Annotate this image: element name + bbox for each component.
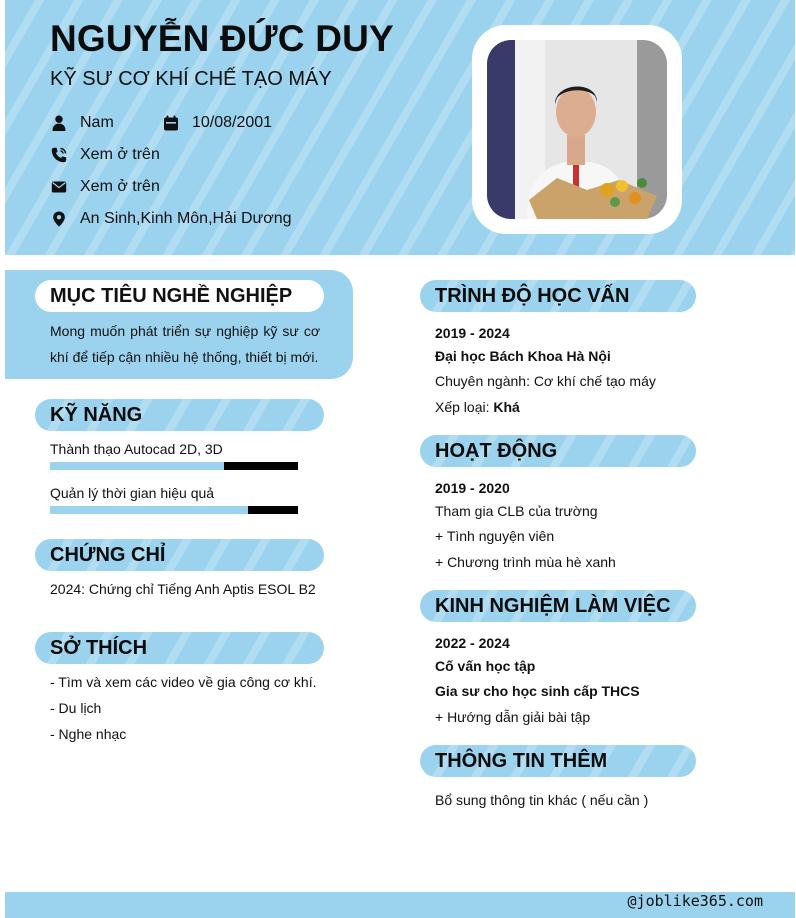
gender-value: Nam: [80, 114, 114, 131]
experience-role: Gia sư cho học sinh cấp THCS: [435, 683, 640, 699]
hobby-item: - Tìm và xem các video về gia công cơ khí.: [50, 674, 317, 690]
skill-level-bar: [50, 506, 298, 514]
footer-bar: [5, 892, 795, 918]
email-value: Xem ở trên: [80, 178, 160, 195]
job-title: KỸ SƯ CƠ KHÍ CHẾ TẠO MÁY: [50, 68, 332, 90]
profile-photo-frame: [472, 25, 682, 234]
skill-label: Thành thạo Autocad 2D, 3D: [50, 441, 223, 457]
phone-value: Xem ở trên: [80, 146, 160, 163]
activities-period: 2019 - 2020: [435, 480, 510, 496]
extra-info-heading: THÔNG TIN THÊM: [420, 745, 696, 777]
certificates-heading: CHỨNG CHỈ: [35, 539, 324, 571]
skills-heading: KỸ NĂNG: [35, 399, 324, 431]
experience-role: Cố vấn học tập: [435, 658, 536, 674]
education-rank: [435, 399, 520, 415]
education-school: Đại học Bách Khoa Hà Nội: [435, 348, 611, 364]
skill-level-fill: [50, 506, 248, 514]
career-goal-heading: MỤC TIÊU NGHỀ NGHIỆP: [35, 280, 324, 312]
watermark-text: @joblike365.com: [627, 892, 763, 910]
education-rank-value: Khá: [493, 399, 520, 415]
calendar-icon: [162, 114, 180, 132]
address-row: [50, 210, 292, 228]
user-icon: [50, 114, 68, 132]
location-pin-icon: [50, 210, 68, 228]
career-goal-box: [5, 270, 353, 379]
activity-line: Tham gia CLB của trường: [435, 503, 598, 519]
phone-row: [50, 146, 160, 164]
extra-info-text: Bổ sung thông tin khác ( nếu cần ): [435, 792, 649, 808]
skill-label: Quản lý thời gian hiệu quả: [50, 485, 215, 501]
experience-heading: KINH NGHIỆM LÀM VIỆC: [420, 590, 696, 622]
hobbies-heading: SỞ THÍCH: [35, 632, 324, 664]
activity-line: + Chương trình mùa hè xanh: [435, 554, 616, 570]
activity-line: + Tình nguyện viên: [435, 528, 555, 544]
birthdate-value: 10/08/2001: [192, 114, 273, 131]
cv-header: [5, 0, 795, 255]
certificate-item: 2024: Chứng chỉ Tiếng Anh Aptis ESOL B2: [50, 581, 316, 597]
candidate-name: NGUYỄN ĐỨC DUY: [50, 18, 394, 59]
hobby-item: - Du lịch: [50, 700, 102, 716]
skill-level-fill: [50, 462, 224, 470]
profile-photo: [487, 40, 667, 219]
phone-icon: [50, 146, 68, 164]
skill-level-bar: [50, 462, 298, 470]
hobby-item: - Nghe nhạc: [50, 726, 127, 742]
activities-heading: HOẠT ĐỘNG: [420, 435, 696, 467]
education-heading: TRÌNH ĐỘ HỌC VẤN: [420, 280, 696, 312]
education-rank-label: Xếp loại:: [435, 399, 494, 415]
education-period: 2019 - 2024: [435, 325, 510, 341]
address-value: An Sinh,Kinh Môn,Hải Dương: [80, 210, 292, 227]
email-row: [50, 178, 160, 196]
envelope-icon: [50, 178, 68, 196]
experience-period: 2022 - 2024: [435, 635, 510, 651]
education-major: Chuyên ngành: Cơ khí chế tạo máy: [435, 373, 656, 389]
experience-detail: + Hướng dẫn giải bài tập: [435, 709, 591, 725]
gender-row: [50, 114, 114, 132]
birthdate-row: [162, 114, 272, 132]
career-goal-text: Mong muốn phát triển sự nghiệp kỹ sư cơ khí để tiếp cận nhiều hệ thống, thiết bị mới.: [50, 323, 320, 365]
